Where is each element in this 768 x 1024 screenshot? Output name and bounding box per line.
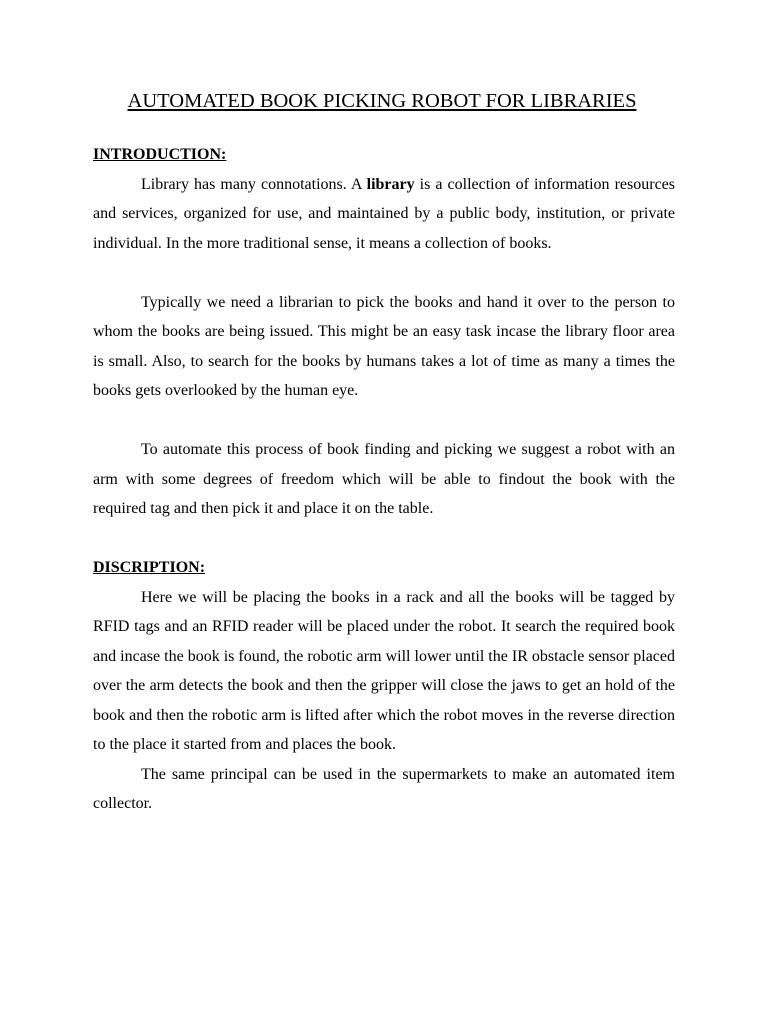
introduction-paragraph-3: To automate this process of book finding and picking we suggest a robot with an arm with some degrees of freedom which will be able to findout the book with the required tag and then pick it and place it on the table.	[93, 441, 675, 517]
bold-term-library: library	[366, 175, 415, 193]
page-title: AUTOMATED BOOK PICKING ROBOT FOR LIBRARIES	[127, 90, 637, 112]
description-paragraph-2: The same principal can be used in the supermarkets to make an automated item collector.	[93, 765, 675, 812]
paragraph-text: is a collection of information resources and services, organized for use, and maintained by a public body, institution, or private individual. In the more traditional sense, it means a collection of books.	[93, 175, 676, 252]
introduction-heading: INTRODUCTION:	[93, 146, 227, 163]
paragraph-text: Library has many connotations. A	[141, 175, 367, 193]
description-paragraph-1: Here we will be placing the books in a rack and all the books will be tagged by RFID tags and an RFID reader will be placed under the robot. It search the required book and incase the book is found, the robotic arm will lower until the IR obstacle sensor placed over the arm detects the book and then the gripper will close the jaws to get an hold of the book and then the robotic arm is lifted after which the robot moves in the reverse direction to the place it started from and places the book.	[93, 588, 675, 753]
introduction-paragraph-1	[93, 170, 675, 259]
introduction-paragraph-2: Typically we need a librarian to pick the books and hand it over to the person to whom the books are being issued. This might be an easy task incase the library floor area is small. Also, to search for the books by humans takes a lot of time as many a times the books gets overlooked by the human eye.	[93, 293, 675, 399]
description-heading: DISCRIPTION:	[93, 559, 206, 576]
document-page	[93, 84, 675, 819]
